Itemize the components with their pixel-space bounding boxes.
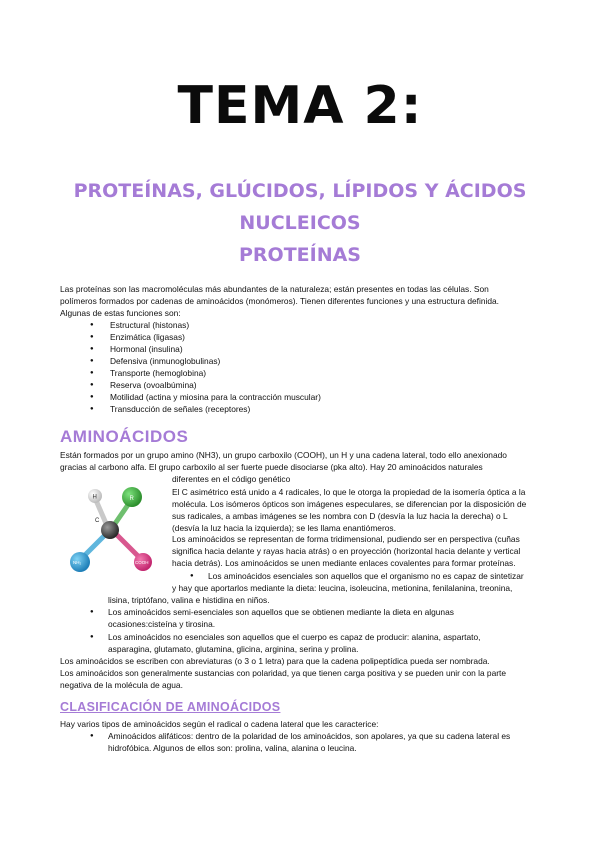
chirality-paragraph (172, 486, 556, 534)
esenciales-line-1: Los aminoácidos esenciales son aquellos que el organismo no es capaz de sintetizar (208, 571, 524, 581)
chirality-line-4: (desvía la luz hacia la izquierda); se les llama enantiómeros. (172, 523, 396, 533)
intro-paragraph (60, 283, 556, 319)
section-heading-clasificacion: CLASIFICACIÓN DE AMINOÁCIDOS (60, 700, 281, 714)
subtitle-line-1: PROTEÍNAS, GLÚCIDOS, LÍPIDOS Y ÁCIDOS (73, 180, 527, 202)
representation-line-3: hacia detrás). Los aminoácidos se unen mediante enlaces covalentes para formar proteínas. (172, 558, 516, 568)
function-item: ● Defensiva (inmunoglobulinas) (90, 355, 321, 367)
polaridad-line-1: Los aminoácidos son generalmente sustancias con polaridad, ya que tienen carga positiva y se pueden unir con la parte (60, 668, 507, 678)
label-c: C (95, 518, 100, 524)
bullet-dot: ● (90, 634, 94, 640)
amino-acid-molecule-illustration (62, 484, 162, 578)
label-r: R (129, 496, 134, 502)
aminoacidos-intro-line-1: Están formados por un grupo amino (NH3), un grupo carboxilo (COOH), un H y una cadena lateral, todo ello anexionado (60, 450, 507, 460)
intro-line-1: Las proteínas son las macromoléculas más abundantes de la naturaleza; están presentes en todas las células. Son (60, 284, 489, 294)
subtitle-line-3: PROTEÍNAS (238, 244, 361, 266)
bullet-dot: ● (90, 733, 94, 739)
function-item: ● Transducción de señales (receptores) (90, 403, 321, 415)
noesenciales-line-1: Los aminoácidos no esenciales son aquellos que el cuerpo es capaz de producir: alanina, aspartato, (108, 632, 481, 642)
bullet-dot: ● (90, 609, 94, 615)
semiesenciales-line-2: ocasiones:cisteína y tirosina. (108, 619, 216, 629)
intro-line-2: polímeros formados por cadenas de aminoácidos (monómeros). Tienen diferentes funciones y una estructura definida. (60, 296, 499, 306)
function-item: ● Motilidad (actina y miosina para la contracción muscular) (90, 391, 321, 403)
chirality-line-3: sus radicales, a ambas imágenes se les nombra con D (desvía la luz hacia la derecha) o L (172, 511, 508, 521)
representation-paragraph (172, 533, 556, 569)
representation-line-1: Los aminoácidos se representan de forma tridimensional, pudiendo ser en perspectiva (cuñas (172, 534, 520, 544)
noesenciales-paragraph (108, 631, 556, 655)
function-item: ● Enzimática (ligasas) (90, 331, 321, 343)
polaridad-line-2: negativa de la molécula de agua. (60, 680, 183, 690)
aminoacidos-intro-line-2: gracias al carbono alfa. El grupo carboxilo al ser fuerte puede disociarse (pka alto). Hay 20 aminoácidos naturales (60, 462, 483, 472)
esenciales-line-3: lisina, triptófano, valina e histidina en niños. (108, 595, 270, 605)
label-nh2: NH₂ (73, 560, 82, 565)
carbon-atom (101, 521, 119, 539)
abreviaturas-line: Los aminoácidos se escriben con abreviaturas (o 3 o 1 letra) para que la cadena polipeptídica pueda ser nombrada. (60, 656, 490, 666)
representation-line-2: significa hacia delante y rayas hacia atrás) o en proyección (horizontal hacia delante y vertical (172, 546, 521, 556)
alifaticos-line-2: hidrofóbica. Algunos de ellos son: prolina, valina, alanina o leucina. (108, 743, 357, 753)
noesenciales-line-2: asparagina, glutamato, glutamina, glicina, arginina, serina y prolina. (108, 644, 359, 654)
subtitle-line-2: NUCLEICOS (239, 212, 361, 234)
chirality-line-1: El C asimétrico está unido a 4 radicales, lo que le otorga la propiedad de la isomería óptica a la (172, 487, 526, 497)
aminoacidos-intro-line-3: diferentes en el código genético (172, 474, 291, 484)
page-title: TEMA 2: (177, 76, 423, 136)
section-heading-aminoacidos: AMINOÁCIDOS (60, 427, 189, 446)
polaridad-paragraph (60, 667, 556, 691)
function-item: ● Estructural (histonas) (90, 319, 321, 331)
label-cooh: COOH (135, 560, 149, 565)
semiesenciales-paragraph (108, 606, 556, 630)
aminoacidos-intro (60, 449, 556, 473)
chirality-line-2: molécula. Los isómeros ópticos son imágenes especulares, se diferencian por la disposición de (172, 499, 527, 509)
functions-list (90, 319, 321, 415)
esenciales-line-2: y hay que aportarlos mediante la dieta: leucina, isoleucina, metionina, fenilalanina, treonina, (172, 583, 513, 593)
intro-line-3: Algunas de estas funciones son: (60, 308, 181, 318)
function-item: ● Reserva (ovoalbúmina) (90, 379, 321, 391)
alifaticos-paragraph (108, 730, 556, 754)
alifaticos-line-1: Aminoácidos alifáticos: dentro de la polaridad de los aminoácidos, son apolares, ya que su cadena lateral es (108, 731, 511, 741)
semiesenciales-line-1: Los aminoácidos semi-esenciales son aquellos que se obtienen mediante la dieta en algunas (108, 607, 454, 617)
function-item: ● Transporte (hemoglobina) (90, 367, 321, 379)
clasificacion-intro: Hay varios tipos de aminoácidos según el radical o cadena lateral que les caracterice: (60, 719, 379, 729)
label-h: H (92, 494, 97, 501)
function-item: ● Hormonal (insulina) (90, 343, 321, 355)
bullet-dot: ● (190, 573, 194, 579)
